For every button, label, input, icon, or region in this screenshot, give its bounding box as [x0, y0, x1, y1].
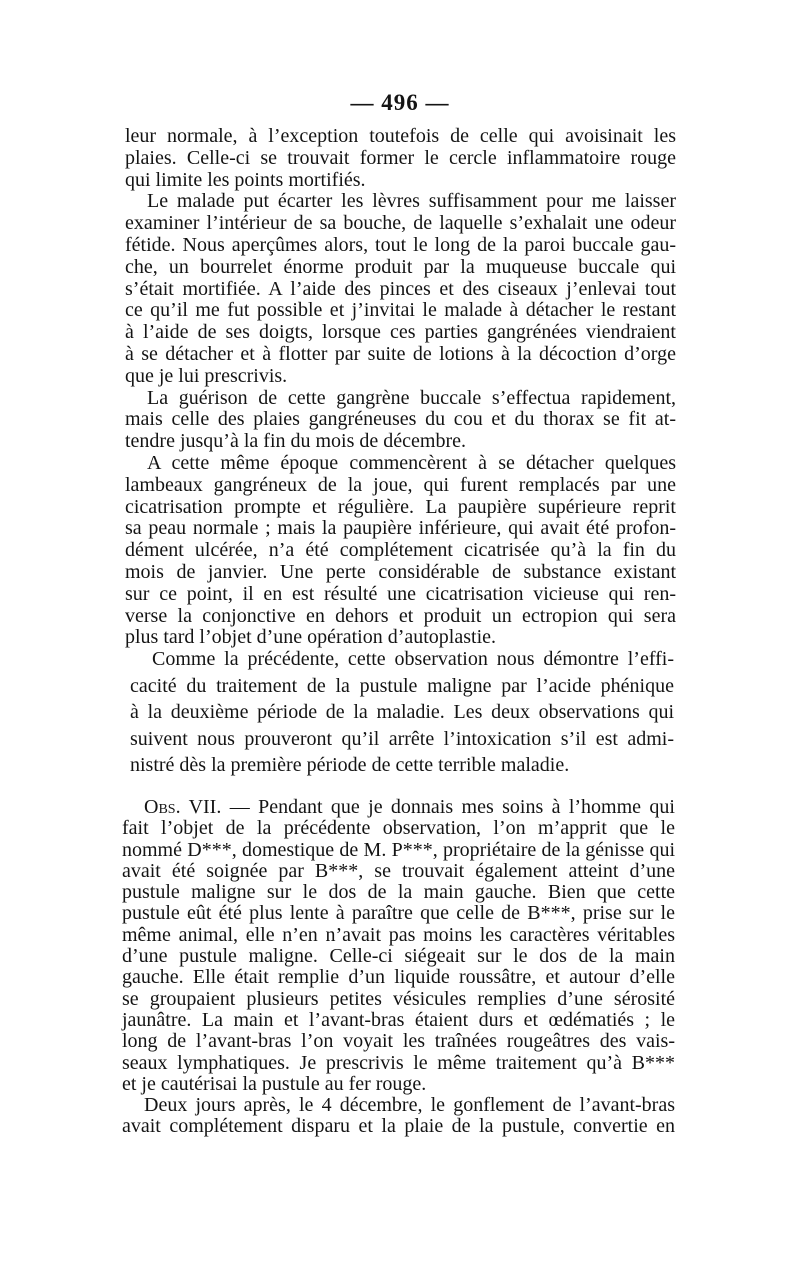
- text-run: — Pendant que je donnais mes soins à l’homme qui: [221, 796, 675, 818]
- text-line: che, un bourrelet énorme produit par la muqueuse buccale qui: [125, 255, 676, 278]
- text-line: nommé D***, domestique de M. P***, propriétaire de la génisse qui: [122, 838, 675, 861]
- text-line: s’était mortifiée. A l’aide des pinces et des ciseaux j’enlevai tout: [125, 277, 676, 300]
- text-line: cicatrisation prompte et régulière. La paupière supérieure reprit: [125, 495, 676, 518]
- page-number: — 496 —: [350, 90, 450, 115]
- text-line: d’une pustule maligne. Celle-ci siégeait sur le dos de la main: [122, 945, 675, 968]
- text-line: qui limite les points mortifiés.: [125, 168, 366, 191]
- text-line: se groupaient plusieurs petites vésicules remplies d’une sérosité: [122, 987, 675, 1010]
- text-line: nistré dès la première période de cette terrible maladie.: [130, 754, 570, 776]
- text-line: sa peau normale ; mais la paupière inférieure, qui avait été profon-: [125, 517, 676, 540]
- text-line: que je lui prescrivis.: [125, 364, 288, 387]
- text-line: à la deuxième période de la maladie. Les deux observations qui: [130, 701, 674, 723]
- text-line: pustule maligne sur le dos de la main gauche. Bien que cette: [122, 881, 675, 904]
- text-line: leur normale, à l’exception toutefois de celle qui avoisinait les: [125, 125, 676, 147]
- text-line: sur ce point, il en est résulté une cicatrisation vicieuse qui ren-: [125, 582, 676, 605]
- paragraph-block-continuation: [125, 126, 676, 649]
- text-line: [122, 797, 675, 818]
- text-line: mais celle des plaies gangréneuses du cou et du thorax se fit at-: [125, 408, 676, 431]
- text-line: fait l’objet de la précédente observation, l’on m’apprit que le: [122, 817, 675, 840]
- text-line: ce qu’il me fut possible et j’invitai le malade à détacher le restant: [125, 299, 676, 322]
- text-line: examiner l’intérieur de sa bouche, de laquelle s’exhalait une odeur: [125, 212, 676, 235]
- text-line: long de l’avant-bras l’on voyait les traînées rougeâtres des vais-: [122, 1030, 675, 1053]
- text-line: avait été soignée par B***, se trouvait également atteint d’une: [122, 859, 675, 882]
- text-line: avait complétement disparu et la plaie de la pustule, convertie en: [122, 1115, 675, 1138]
- text-line: tendre jusqu’à la fin du mois de décembre.: [125, 430, 466, 453]
- text-line: à se détacher et à flotter par suite de lotions à la décoction d’orge: [125, 342, 676, 365]
- text-line: La guérison de cette gangrène buccale s’effectua rapidement,: [147, 386, 676, 409]
- text-line: verse la conjonctive en dehors et produit un ectropion qui sera: [125, 604, 676, 627]
- text-line: Deux jours après, le 4 décembre, le gonflement de l’avant-bras: [144, 1094, 675, 1117]
- text-line: et je cautérisai la pustule au fer rouge.: [122, 1072, 427, 1095]
- paragraph-commentary: [130, 646, 674, 779]
- observation-label: Obs. VII.: [144, 796, 222, 818]
- text-line: mois de janvier. Une perte considérable de substance existant: [125, 560, 676, 583]
- text-line: même animal, elle n’en n’avait pas moins les caractères véritables: [122, 923, 675, 946]
- text-line: plaies. Celle-ci se trouvait former le cercle inflammatoire rouge: [125, 146, 676, 169]
- text-line: à l’aide de ses doigts, lorsque ces parties gangrénées viendraient: [125, 321, 676, 344]
- text-line: gauche. Elle était remplie d’un liquide roussâtre, et autour d’elle: [122, 966, 675, 989]
- text-line: seaux lymphatiques. Je prescrivis le même traitement qu’à B***: [122, 1051, 675, 1074]
- text-line: plus tard l’objet d’une opération d’autoplastie.: [125, 626, 497, 649]
- text-line: suivent nous prouveront qu’il arrête l’intoxication s’il est admi-: [130, 727, 674, 750]
- observation-vii: [122, 797, 675, 1138]
- text-line: Le malade put écarter les lèvres suffisamment pour me laisser: [147, 190, 676, 213]
- text-line: lambeaux gangréneux de la joue, qui furent remplacés par une: [125, 473, 676, 496]
- text-line: fétide. Nous aperçûmes alors, tout le long de la paroi buccale gau-: [125, 233, 676, 256]
- text-line: jaunâtre. La main et l’avant-bras étaient durs et œdématiés ; le: [122, 1008, 675, 1031]
- text-line: pustule eût été plus lente à paraître que celle de B***, prise sur le: [122, 902, 675, 925]
- text-line: Comme la précédente, cette observation nous démontre l’effi-: [152, 648, 674, 670]
- text-line: A cette même époque commencèrent à se détacher quelques: [147, 451, 676, 474]
- text-line: cacité du traitement de la pustule maligne par l’acide phénique: [130, 674, 674, 697]
- text-line: dément ulcérée, n’a été complétement cicatrisée qu’à la fin du: [125, 539, 676, 562]
